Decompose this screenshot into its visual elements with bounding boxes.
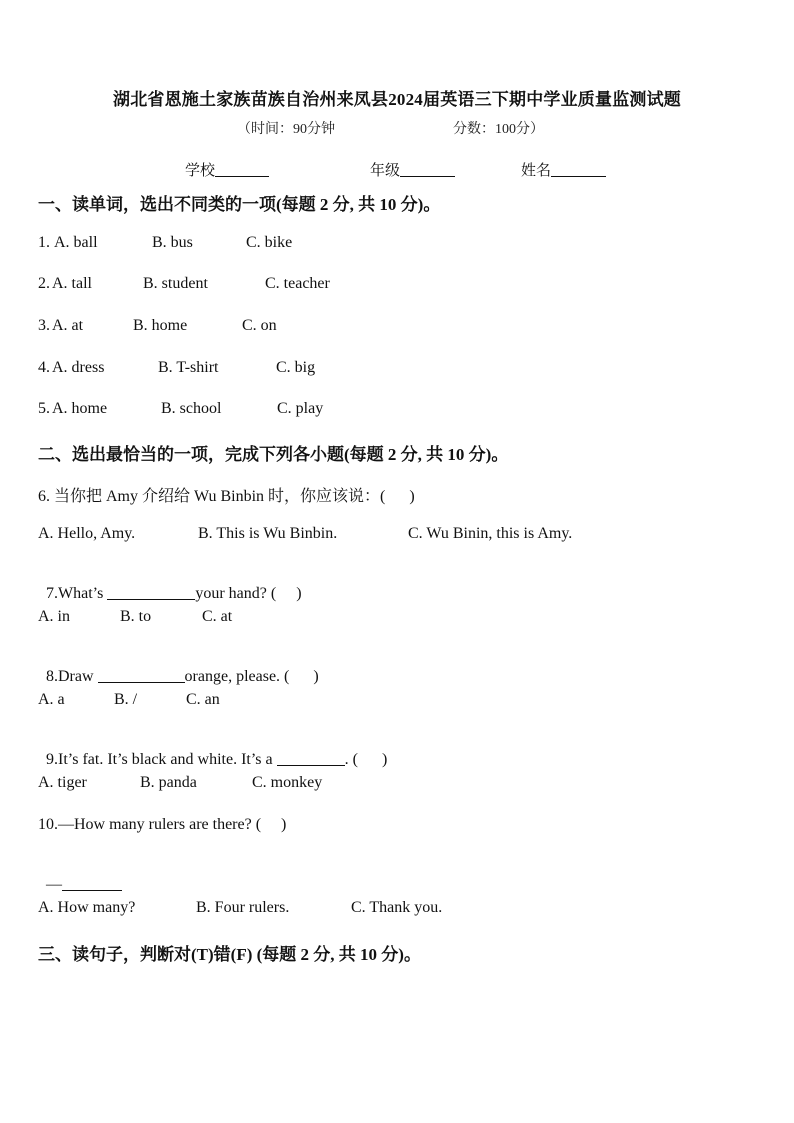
q6-stem: 6. 当你把 Amy 介绍给 Wu Binbin 时，你应该说：( )	[38, 488, 415, 505]
q9-stem-before: 9.It’s fat. It’s black and white. It’s a	[46, 751, 277, 768]
section1-heading: 一、读单词，选出不同类的一项(每题 2 分, 共 10 分)。	[38, 195, 441, 214]
q9-option-c: C. monkey	[252, 774, 323, 791]
q2-option-b: B. student	[143, 275, 208, 292]
school-blank	[215, 162, 269, 177]
q1-option-a: A. ball	[54, 234, 98, 251]
q4-option-b: B. T-shirt	[158, 359, 219, 376]
q8-blank	[98, 668, 185, 683]
name-field	[521, 159, 606, 180]
q7-option-c: C. at	[202, 608, 233, 625]
q1-option-b: B. bus	[152, 234, 193, 251]
school-label: 学校	[185, 163, 216, 179]
q6-option-a: A. Hello, Amy.	[38, 525, 136, 542]
q8-option-b: B. /	[114, 691, 138, 708]
q9-option-b: B. panda	[140, 774, 197, 791]
q5-option-a: A. home	[52, 400, 108, 417]
q3-option-c: C. on	[242, 317, 277, 334]
q9-stem-after: . ( )	[344, 751, 388, 768]
exam-time: （时间：90分钟	[237, 122, 335, 137]
grade-label: 年级	[370, 163, 401, 179]
section2-heading: 二、选出最恰当的一项，完成下列各小题(每题 2 分, 共 10 分)。	[38, 445, 509, 464]
q6-option-c: C. Wu Binin, this is Amy.	[408, 525, 573, 542]
q8-stem	[38, 650, 319, 686]
q4-option-c: C. big	[276, 359, 316, 376]
q8-stem-after: orange, please. ( )	[184, 668, 319, 685]
q1-number: 1.	[38, 234, 54, 251]
q10-stem: 10.—How many rulers are there? ( )	[38, 816, 287, 833]
q9-stem	[38, 733, 387, 769]
exam-score: 分数：100分）	[453, 122, 544, 137]
q10-blank	[62, 876, 122, 891]
section3-heading: 三、读句子，判断对(T)错(F) (每题 2 分, 共 10 分)。	[38, 945, 421, 964]
q5-option-c: C. play	[277, 400, 324, 417]
q2-option-a: A. tall	[52, 275, 92, 292]
q7-option-b: B. to	[120, 608, 152, 625]
q8-stem-before: 8.Draw	[46, 668, 98, 685]
q5-option-b: B. school	[161, 400, 222, 417]
q10-option-c: C. Thank you.	[351, 899, 443, 916]
q3-number: 3.	[38, 317, 50, 334]
school-field	[185, 159, 269, 180]
q2-number: 2.	[38, 275, 50, 292]
q3-option-b: B. home	[133, 317, 188, 334]
q10-option-b: B. Four rulers.	[196, 899, 290, 916]
q10-answer-line	[38, 858, 122, 894]
q6-option-b: B. This is Wu Binbin.	[198, 525, 338, 542]
q4-number: 4.	[38, 359, 50, 376]
q10-answer-dash: —	[46, 876, 62, 893]
q1-option-c: C. bike	[246, 234, 293, 251]
q5-number: 5.	[38, 400, 50, 417]
q8-option-c: C. an	[186, 691, 220, 708]
grade-blank	[400, 162, 455, 177]
q7-blank	[107, 585, 195, 600]
q8-option-a: A. a	[38, 691, 65, 708]
q7-stem	[38, 567, 302, 603]
name-blank	[551, 162, 606, 177]
q9-blank	[277, 751, 345, 766]
name-label: 姓名	[521, 163, 552, 179]
q7-stem-after: your hand? ( )	[195, 585, 302, 602]
q7-option-a: A. in	[38, 608, 70, 625]
q4-option-a: A. dress	[52, 359, 105, 376]
q10-option-a: A. How many?	[38, 899, 136, 916]
q2-option-c: C. teacher	[265, 275, 330, 292]
q3-option-a: A. at	[52, 317, 84, 334]
q7-stem-before: 7.What’s	[46, 585, 108, 602]
q9-option-a: A. tiger	[38, 774, 87, 791]
exam-title: 湖北省恩施土家族苗族自治州来凤县2024届英语三下期中学业质量监测试题	[113, 90, 681, 109]
grade-field	[370, 159, 455, 180]
